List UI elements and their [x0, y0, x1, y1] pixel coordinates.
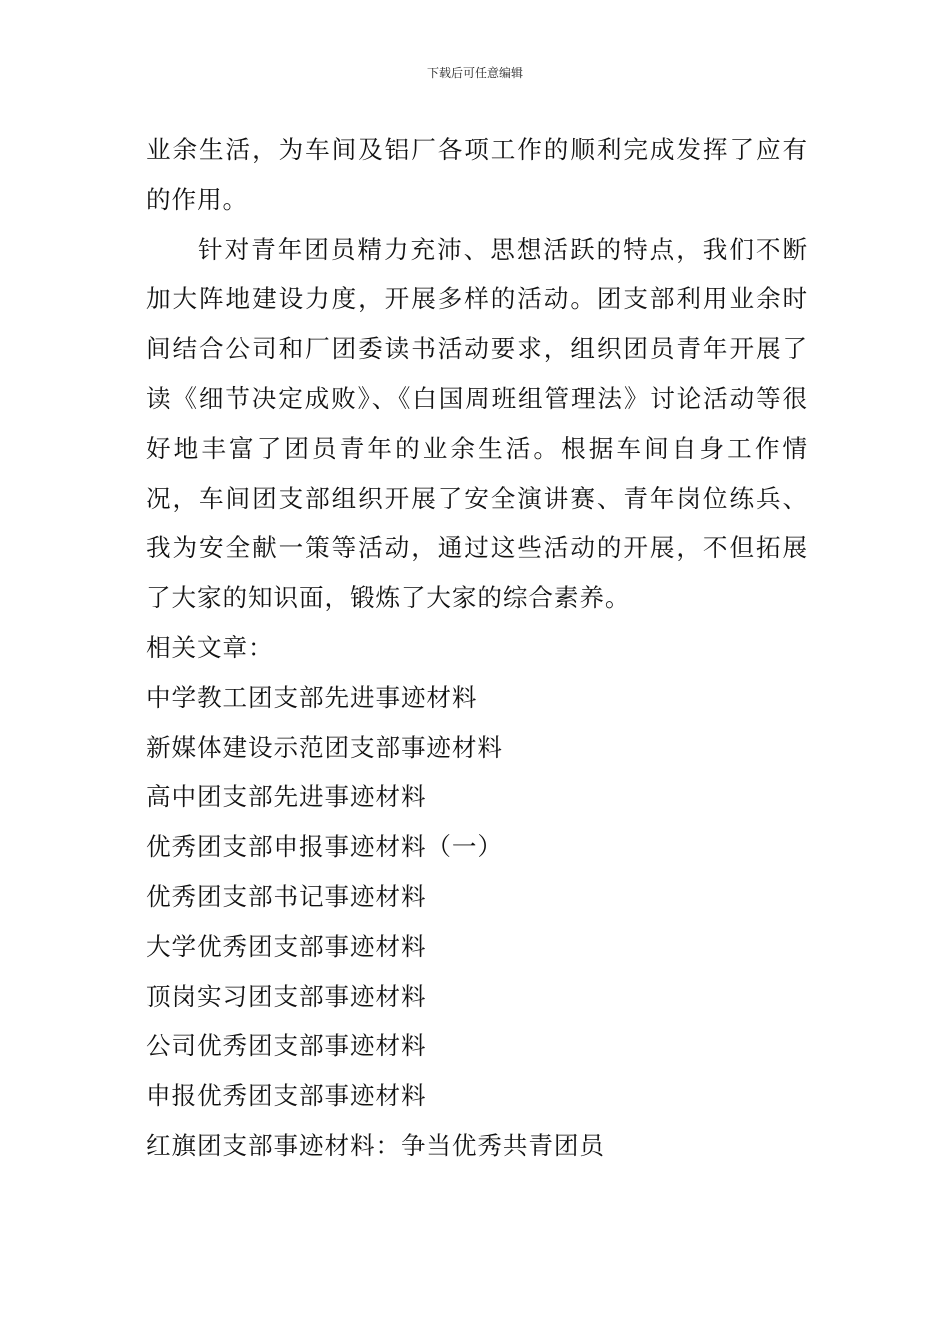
related-article-link[interactable]: 大学优秀团支部事迹材料	[146, 931, 427, 961]
page-header: 下载后可任意编辑	[426, 66, 523, 80]
related-article-link[interactable]: 申报优秀团支部事迹材料	[146, 1081, 427, 1111]
body-paragraph-2: 针对青年团员精力充沛、思想活跃的特点，我们不断加大阵地建设力度，开展多样的活动。团支部利用业余时间结合公司和厂团委读书活动要求，组织团员青年开展了读《细节决定成败》、《白国周班组管理法》讨论活动等很好地丰富了团员青年的业余生活。根据车间自身工作情况，车间团支部组织开展了安全演讲赛、青年岗位练兵、我为安全献一策等活动，通过这些活动的开展，不但拓展了大家的知识面，锻炼了大家的综合素养。	[146, 234, 808, 613]
related-article-link[interactable]: 优秀团支部申报事迹材料（一）	[146, 832, 503, 862]
document-body	[146, 125, 808, 1171]
related-article-link[interactable]: 红旗团支部事迹材料：争当优秀共青团员	[146, 1130, 605, 1160]
related-articles-heading: 相关文章：	[146, 632, 274, 662]
related-article-link[interactable]: 中学教工团支部先进事迹材料	[146, 682, 478, 712]
related-article-link[interactable]: 新媒体建设示范团支部事迹材料	[146, 732, 503, 762]
related-article-link[interactable]: 公司优秀团支部事迹材料	[146, 1031, 427, 1061]
related-article-link[interactable]: 优秀团支部书记事迹材料	[146, 881, 427, 911]
related-articles-list	[146, 673, 808, 1171]
related-article-link[interactable]: 顶岗实习团支部事迹材料	[146, 981, 427, 1011]
body-paragraph-1: 业余生活，为车间及铝厂各项工作的顺利完成发挥了应有的作用。	[146, 135, 808, 214]
related-article-link[interactable]: 高中团支部先进事迹材料	[146, 782, 427, 812]
